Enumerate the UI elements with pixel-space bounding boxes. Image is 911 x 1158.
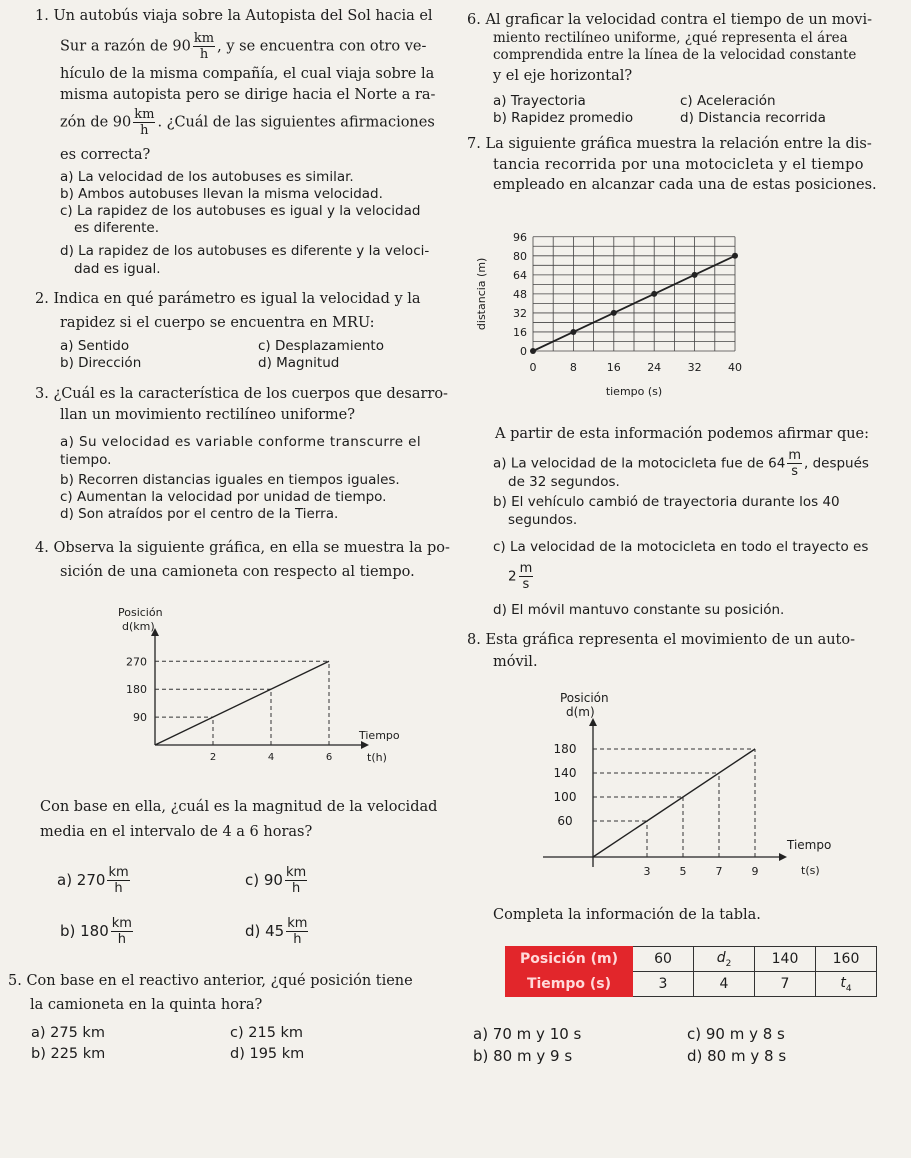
y-tick-label: 0 <box>520 345 527 358</box>
x-axis-label: Tiempo <box>787 838 832 852</box>
y-axis-unit: d(km) <box>122 620 155 633</box>
y-axis-label: distancia (m) <box>475 257 488 331</box>
unit-fraction: $\frac{km}{h}$ <box>287 916 308 947</box>
x-tick-label: 2 <box>209 752 217 763</box>
q6-option-b[interactable]: b) Rapidez promedio <box>493 110 634 126</box>
table-cell-unknown[interactable]: $d_2$ <box>694 947 755 972</box>
q1-option-d-cont: dad es igual. <box>74 261 161 277</box>
q1-line1: 1. Un autobús viaja sobre la Autopista del Sol hacia el <box>35 8 433 24</box>
table-row <box>506 972 877 997</box>
q4-option-a[interactable]: a) 270 $\frac{km}{h}$ <box>57 865 129 896</box>
q6-line4: y el eje horizontal? <box>493 68 633 84</box>
table-cell: 60 <box>633 947 694 972</box>
y-tick-label: 60 <box>557 814 573 828</box>
x-tick-label: 3 <box>643 865 651 878</box>
q8-option-b[interactable]: b) 80 m y 9 s <box>473 1047 573 1065</box>
q6-option-d[interactable]: d) Distancia recorrida <box>680 110 826 126</box>
table-header-time: Tiempo (s) <box>506 972 633 997</box>
x-tick-label: 0 <box>529 361 537 374</box>
q8-option-c[interactable]: c) 90 m y 8 s <box>687 1025 785 1043</box>
x-axis-unit: t(s) <box>801 864 820 877</box>
q8-option-a[interactable]: a) 70 m y 10 s <box>473 1025 582 1043</box>
y-tick-label: 180 <box>553 742 577 756</box>
q3-option-b[interactable]: b) Recorren distancias iguales en tiempos iguales. <box>60 472 400 488</box>
q7-option-d[interactable]: d) El móvil mantuvo constante su posición. <box>493 602 785 618</box>
q5-line1: 5. Con base en el reactivo anterior, ¿qué posición tiene <box>8 973 413 989</box>
y-tick-label: 100 <box>553 790 577 804</box>
y-axis-label: Posición <box>560 691 609 705</box>
q4-line3: Con base en ella, ¿cuál es la magnitud de la velocidad <box>40 799 438 815</box>
y-tick-label: 90 <box>133 711 147 725</box>
x-tick-label: 4 <box>267 752 275 763</box>
y-tick-label: 32 <box>513 306 527 320</box>
q8-line2: móvil. <box>493 654 538 670</box>
q3-option-a[interactable]: a) Su velocidad es variable conforme transcurre el <box>60 434 422 450</box>
q4-option-c[interactable]: c) 90 $\frac{km}{h}$ <box>245 865 307 896</box>
x-tick-label: 40 <box>728 361 742 374</box>
q7-line1: 7. La siguiente gráfica muestra la relación entre la dis- <box>467 136 872 152</box>
q7-line2: tancia recorrida por una motocicleta y el tiempo <box>493 157 864 173</box>
q8-complete-instruction: Completa la información de la tabla. <box>493 907 761 923</box>
q7-intro: A partir de esta información podemos afirmar que: <box>495 426 870 442</box>
automovil-position-chart <box>535 690 832 890</box>
q4-line2: sición de una camioneta con respecto al tiempo. <box>60 564 415 580</box>
unit-fraction: $\frac{km}{h}$ <box>108 865 129 896</box>
data-point <box>732 253 738 259</box>
data-point <box>692 272 698 278</box>
unit-fraction: $\frac{km}{h}$ <box>193 31 215 62</box>
q1-option-c-cont: es diferente. <box>74 220 160 236</box>
q1-line2: Sur a razón de 90 $\frac{km}{h}$ , y se encuentra con otro ve- <box>60 31 427 62</box>
y-axis-arrow <box>589 718 597 726</box>
x-tick-label: 7 <box>715 865 723 878</box>
q2-option-d[interactable]: d) Magnitud <box>258 355 340 371</box>
x-axis-label: tiempo (s) <box>605 385 663 398</box>
table-cell: 7 <box>755 972 816 997</box>
q6-line1: 6. Al graficar la velocidad contra el tiempo de un movi- <box>467 12 873 28</box>
table-header-position: Posición (m) <box>506 947 633 972</box>
y-tick-label: 16 <box>513 325 527 339</box>
q3-option-d[interactable]: d) Son atraídos por el centro de la Tierra. <box>60 506 339 522</box>
y-axis-label: Posición <box>118 606 163 619</box>
q7-option-b-cont: segundos. <box>508 512 578 528</box>
q7-line3: empleado en alcanzar cada una de estas posiciones. <box>493 177 877 193</box>
table-cell: 4 <box>694 972 755 997</box>
position-line <box>593 749 755 857</box>
q4-option-d[interactable]: d) 45 $\frac{km}{h}$ <box>245 916 308 947</box>
x-axis-arrow <box>779 853 787 861</box>
table-cell: 3 <box>633 972 694 997</box>
q3-line1: 3. ¿Cuál es la característica de los cuerpos que desarro- <box>35 386 448 402</box>
unit-fraction: $\frac{km}{h}$ <box>134 107 155 138</box>
y-tick-label: 48 <box>513 287 527 301</box>
q8-table <box>505 946 877 997</box>
unit-fraction: $\frac{m}{s}$ <box>788 448 801 479</box>
x-tick-label: 24 <box>647 361 662 374</box>
data-point <box>530 348 536 354</box>
x-tick-label: 9 <box>751 865 759 878</box>
x-tick-label: 32 <box>687 361 702 374</box>
y-tick-label: 140 <box>553 766 577 780</box>
q4-line4: media en el intervalo de 4 a 6 horas? <box>40 824 313 840</box>
q4-option-b[interactable]: b) 180 $\frac{km}{h}$ <box>60 916 132 947</box>
y-tick-label: 270 <box>126 655 147 669</box>
position-line <box>155 661 329 745</box>
motocicleta-distance-chart <box>475 218 805 400</box>
x-axis-label: Tiempo <box>359 729 400 742</box>
q6-line2: miento rectilíneo uniforme, ¿qué representa el área <box>493 30 848 46</box>
y-tick-label: 80 <box>513 249 527 263</box>
q8-option-d[interactable]: d) 80 m y 8 s <box>687 1047 787 1065</box>
q3-option-c[interactable]: c) Aumentan la velocidad por unidad de tiempo. <box>60 489 387 505</box>
table-cell: 140 <box>755 947 816 972</box>
q5-option-a[interactable]: a) 275 km <box>31 1025 105 1041</box>
data-point <box>611 310 617 316</box>
q1-option-c[interactable]: c) La rapidez de los autobuses es igual y la velocidad <box>60 203 421 219</box>
q2-line2: rapidez si el cuerpo se encuentra en MRU: <box>60 315 375 331</box>
q1-option-d[interactable]: d) La rapidez de los autobuses es diferente y la veloci- <box>60 243 430 259</box>
unit-fraction: $\frac{km}{h}$ <box>285 865 307 896</box>
q1-line3: hículo de la misma compañía, el cual viaja sobre la <box>60 66 435 82</box>
q3-option-a-cont: tiempo. <box>60 452 112 468</box>
q1-line4: misma autopista pero se dirige hacia el Norte a ra- <box>60 87 436 103</box>
x-axis-unit: t(h) <box>367 751 387 764</box>
q6-line3: comprendida entre la línea de la velocidad constante <box>493 47 857 63</box>
q2-option-a[interactable]: a) Sentido <box>60 338 130 354</box>
data-point <box>570 329 576 335</box>
q2-line1: 2. Indica en qué parámetro es igual la velocidad y la <box>35 291 421 307</box>
unit-fraction: $\frac{km}{h}$ <box>111 916 132 947</box>
q5-option-d[interactable]: d) 195 km <box>230 1046 305 1062</box>
table-cell: 160 <box>816 947 877 972</box>
q8-line1: 8. Esta gráfica representa el movimiento de un auto- <box>467 632 856 648</box>
table-row <box>506 947 877 972</box>
q7-option-c[interactable]: c) La velocidad de la motocicleta en todo el trayecto es <box>493 539 869 555</box>
q7-option-a-cont: de 32 segundos. <box>508 474 620 490</box>
q4-line1: 4. Observa la siguiente gráfica, en ella se muestra la po- <box>35 540 450 556</box>
q1-option-b[interactable]: b) Ambos autobuses llevan la misma velocidad. <box>60 186 383 202</box>
q2-option-c[interactable]: c) Desplazamiento <box>258 338 384 354</box>
q1-line5: zón de 90 $\frac{km}{h}$ . ¿Cuál de las siguientes afirmaciones <box>60 107 435 138</box>
q5-line2: la camioneta en la quinta hora? <box>30 997 263 1013</box>
data-point <box>651 291 657 297</box>
x-axis-arrow <box>361 741 369 749</box>
q7-option-c-cont: 2 $\frac{m}{s}$ <box>508 561 533 592</box>
q7-option-b[interactable]: b) El vehículo cambió de trayectoria durante los 40 <box>493 494 840 510</box>
q3-line2: llan un movimiento rectilíneo uniforme? <box>60 407 356 423</box>
y-tick-label: 96 <box>513 230 527 244</box>
q2-option-b[interactable]: b) Dirección <box>60 355 142 371</box>
x-tick-label: 5 <box>679 865 687 878</box>
x-tick-label: 6 <box>325 752 333 763</box>
camioneta-position-chart <box>110 600 400 770</box>
unit-fraction: $\frac{m}{s}$ <box>519 561 533 592</box>
q1-line6: es correcta? <box>60 147 151 163</box>
x-tick-label: 16 <box>606 361 621 374</box>
q1-option-a[interactable]: a) La velocidad de los autobuses es similar. <box>60 169 354 185</box>
y-tick-label: 64 <box>513 268 527 282</box>
q5-option-c[interactable]: c) 215 km <box>230 1025 304 1041</box>
y-axis-unit: d(m) <box>566 705 595 719</box>
q6-option-a[interactable]: a) Trayectoria <box>493 93 586 109</box>
table-cell-unknown[interactable]: $t_4$ <box>816 972 877 997</box>
q5-option-b[interactable]: b) 225 km <box>31 1046 106 1062</box>
y-tick-label: 180 <box>126 683 147 697</box>
q6-option-c[interactable]: c) Aceleración <box>680 93 776 109</box>
x-tick-label: 8 <box>569 361 577 374</box>
q7-option-a[interactable]: a) La velocidad de la motocicleta fue de 64 $\frac{m}{s}$ , después <box>493 448 869 479</box>
